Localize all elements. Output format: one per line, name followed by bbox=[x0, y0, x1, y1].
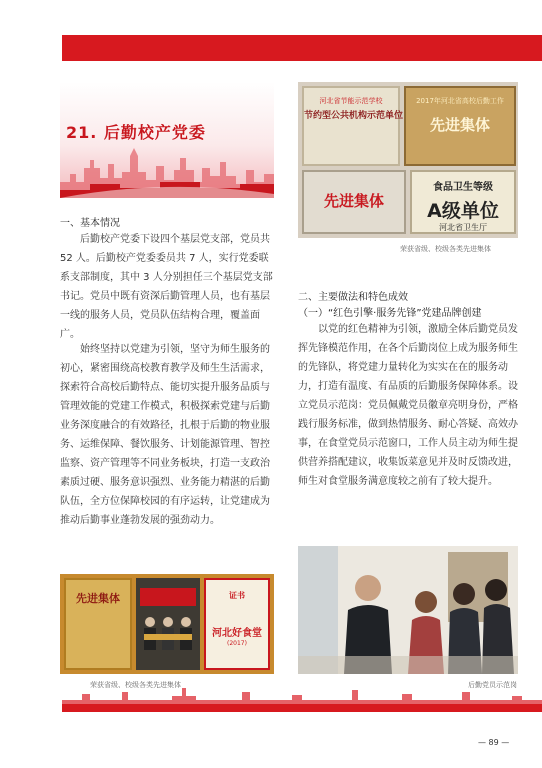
footer-red-bar bbox=[62, 704, 542, 712]
advanced-collective-plaque bbox=[404, 86, 516, 166]
section-heading: 一、基本情况 bbox=[60, 218, 120, 229]
certificate-text: 先进集体 bbox=[76, 592, 120, 605]
plaque-text: 先进集体 bbox=[429, 116, 490, 134]
certificates-photo bbox=[60, 574, 274, 674]
photo-caption: 荣获省级、校级各类先进集体 bbox=[400, 245, 491, 253]
plaque-title: 2017年河北省高校后勤工作 bbox=[416, 97, 504, 105]
photo-scene bbox=[298, 546, 518, 674]
top-red-banner bbox=[62, 35, 542, 61]
award-ceremony-photo bbox=[136, 578, 200, 670]
plaque-title: 河北省节能示范学校 bbox=[319, 97, 383, 105]
photo-caption: 荣获省级、校级各类先进集体 bbox=[90, 681, 181, 689]
advanced-collective-plaque bbox=[302, 170, 406, 234]
page-number: — 89 — bbox=[478, 738, 510, 747]
people-silhouette bbox=[136, 578, 200, 670]
certificate-year: (2017) bbox=[227, 640, 247, 647]
body-paragraph: 始终坚持以党建为引领，坚守为师生服务的初心，紧密围绕高校教育教学及师生生活需求，探索符合高校后勤特点、能切实提升服务品质与管理效能的党建工作模式，积极探索党建与后勤业务深度融合的有效路径，扎根于后勤的物业服务、运维保障、餐饮服务、计划能源管理、智控监察、资产管理等不同业务板块，打造一支政治素质过硬、服务意识强烈、业务能力精湛的后勤队伍，全方位保障校园的有序运转，让党建成为推动后勤事业蓬勃发展的强劲动力。 bbox=[60, 344, 270, 526]
plaque-text: 节约型公共机构示范单位 bbox=[304, 111, 404, 121]
plaque-text: 先进集体 bbox=[323, 192, 384, 210]
party-member-service-photo bbox=[298, 546, 518, 674]
certificate-text: 河北好食堂 bbox=[212, 628, 262, 639]
footer-skyline-graphic bbox=[62, 686, 542, 706]
body-paragraph: 后勤校产党委下设四个基层党支部，党员共 52 人。后勤校产党委委员共 7 人，实行党委联系支部制度，其中 3 人分别担任三个基层党支部书记。党员中既有资深后勤管理人员，也有基层一线的服务人员，党员队伍结构合理，覆盖面广。 bbox=[60, 234, 273, 340]
food-hygiene-plaque bbox=[410, 170, 516, 234]
energy-saving-plaque bbox=[302, 86, 404, 166]
plaque-issuer: 河北省卫生厅 bbox=[439, 223, 487, 232]
skyline-graphic bbox=[60, 138, 274, 198]
section-heading: 二、主要做法和特色成效 bbox=[298, 292, 408, 303]
subsection-heading: （一）“红色引擎·服务先锋”党建品牌创建 bbox=[298, 308, 482, 319]
section-title: 21. 后勤校产党委 bbox=[66, 123, 206, 142]
certificate-title: 证书 bbox=[229, 591, 245, 600]
award-plaques-photo bbox=[298, 82, 518, 238]
photo-caption: 后勤党员示范岗 bbox=[468, 681, 517, 689]
good-canteen-certificate bbox=[204, 578, 270, 670]
section-header-image bbox=[60, 82, 274, 198]
plaque-title: 食品卫生等级 bbox=[433, 182, 493, 193]
advanced-collective-certificate bbox=[64, 578, 132, 670]
plaque-text: A级单位 bbox=[427, 200, 499, 222]
body-paragraph: 以党的红色精神为引领，激励全体后勤党员发挥先锋模范作用，在各个后勤岗位上成为服务师生的先锋队，将党建力量转化为实实在在的服务动力，打造有温度、有品质的后勤服务保障体系。设立党员示范岗：党员佩戴党员徽章亮明身份，严格践行服务标准，做到热情服务、耐心答疑、高效办事，在食堂党员示范窗口，工作人员主动为师生提供营养搭配建议，收集饭菜意见并及时反馈改进，师生对食堂服务满意度较之前有了较大提升。 bbox=[298, 324, 518, 487]
